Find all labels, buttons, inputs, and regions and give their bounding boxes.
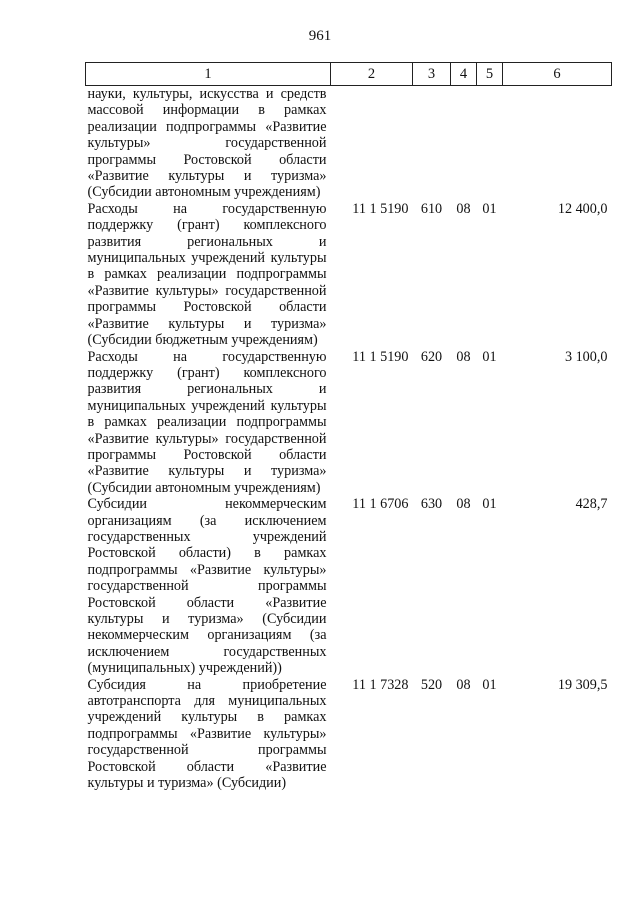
table-body (86, 86, 612, 792)
page-number: 961 (308, 28, 332, 44)
row-expense-type: 620 (420, 348, 443, 365)
row-target-code: 11 1 5190 (352, 348, 409, 365)
budget-table (85, 62, 612, 791)
row-target-code: 11 1 6706 (352, 496, 409, 513)
table-row (86, 86, 612, 201)
row-subsection (477, 86, 503, 201)
row-description: Расходы на государственную поддержку (грант) комплексного развития региональных и муниципальных учреждений культуры в рамках реализации подпрограммы «Развитие культуры» государственной программы Ростовской области «Развитие культуры и туризма» (Субсидии автономным учреждениям) (87, 348, 327, 496)
row-section: 08 (456, 200, 471, 217)
column-header-2: 2 (331, 63, 413, 86)
column-header-1: 1 (86, 63, 331, 86)
row-expense-type: 520 (420, 676, 443, 693)
header-row (86, 63, 612, 86)
row-target-code: 11 1 7328 (352, 676, 409, 693)
row-description: Расходы на государственную поддержку (грант) комплексного развития региональных и муниципальных учреждений культуры в рамках реализации подпрограммы «Развитие культуры» государственной программы Ростовской области «Развитие культуры и туризма» (Субсидии бюджетным учреждениям) (87, 200, 327, 349)
row-amount (503, 86, 612, 201)
row-section: 08 (456, 496, 471, 513)
row-target-code: 11 1 5190 (352, 200, 409, 217)
row-target-code (331, 86, 413, 201)
row-expense-type (413, 86, 451, 201)
row-amount: 19 309,5 (557, 676, 608, 693)
column-header-5: 5 (477, 63, 503, 86)
table-row (86, 201, 612, 349)
table-header (86, 63, 612, 86)
row-subsection: 01 (482, 348, 497, 365)
row-amount: 3 100,0 (564, 348, 608, 365)
row-description: Субсидия на приобретение автотранспорта для муниципальных учреждений культуры в рамках подпрограммы «Развитие культуры» государственной программы Ростовской области «Развитие культуры и туризма» (Субсидии) (87, 676, 327, 792)
row-amount: 12 400,0 (557, 200, 608, 217)
row-description: науки, культуры, искусства и средств массовой информации в рамках реализации подпрограммы «Развитие культуры» государственной программы Ростовской области «Развитие культуры и туризма» (Субсидии автономным учреждениям) (87, 86, 327, 201)
row-section: 08 (456, 676, 471, 693)
table-row (86, 349, 612, 497)
column-header-4: 4 (451, 63, 477, 86)
column-header-3: 3 (413, 63, 451, 86)
row-subsection: 01 (482, 676, 497, 693)
row-section: 08 (456, 348, 471, 365)
column-header-6: 6 (503, 63, 612, 86)
row-expense-type: 610 (420, 200, 443, 217)
table-row (86, 677, 612, 792)
table-row (86, 496, 612, 676)
row-subsection: 01 (482, 496, 497, 513)
row-section (451, 86, 477, 201)
row-description: Субсидии некоммерческим организациям (за исключением государственных учреждений Ростовской области) в рамках подпрограммы «Развитие культуры» государственной программы Ростовской области «Развитие культуры и туризма» (Субсидии некоммерческим организациям (за исключением государственных (муниципальных) учреждений)) (87, 496, 327, 677)
row-amount: 428,7 (575, 496, 608, 513)
row-subsection: 01 (482, 200, 497, 217)
row-expense-type: 630 (420, 496, 443, 513)
